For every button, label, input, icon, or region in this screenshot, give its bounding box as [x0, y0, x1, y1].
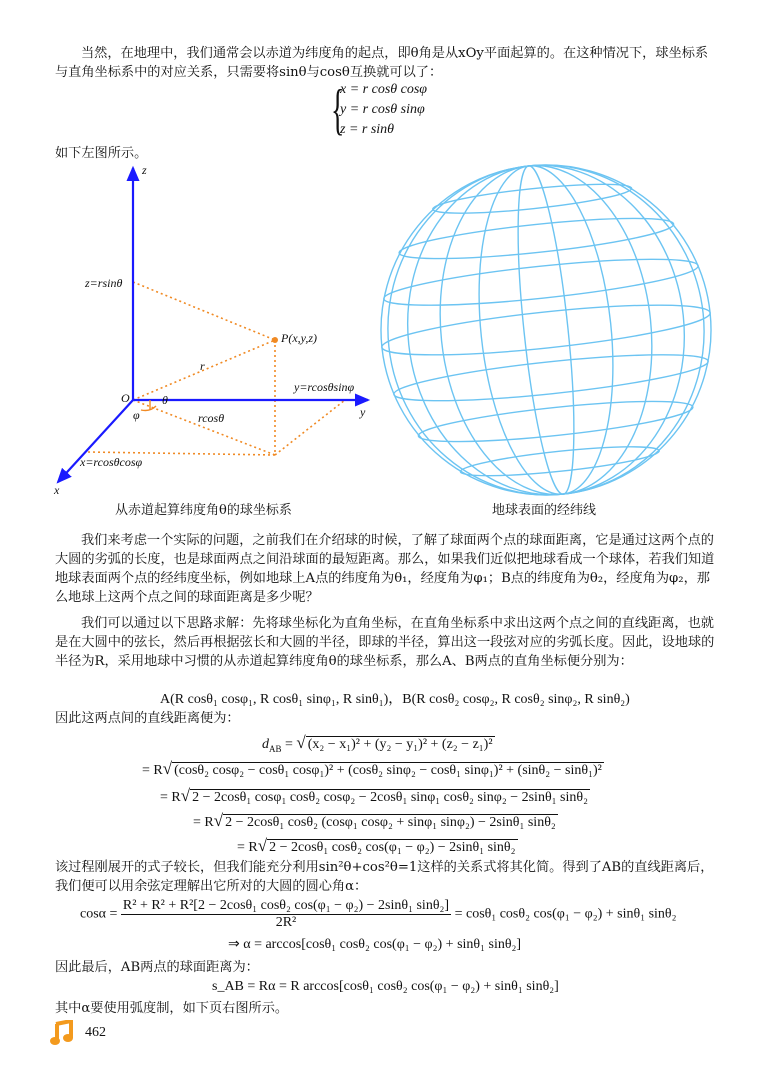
fraction-numerator: R² + R² + R²[2 − 2cosθ₁ cosθ₂ cos(φ₁ − φ₂) − 2sinθ₁ sinθ₂] [122, 898, 450, 913]
paragraph-simplify: 该过程刚展开的式子较长，但我们能充分利用sin²θ+cos²θ=1这样的关系式将其化简。得到了AB的直线距离后，我们便可以用余弦定理解出它所对的大圆的圆心角α： [55, 860, 714, 894]
paragraph-figure-ref: 如下左图所示。 [55, 146, 148, 161]
fraction [121, 898, 451, 931]
sqrt-content-1: (x₂ − x₁)² + (y₂ − y₁)² + (z₂ − z₁)² [307, 737, 493, 752]
equals-r: = R [160, 790, 181, 805]
equation-d-line1: $d_{AB}$ = √ (x₂ − x₁)² + (y₂ − y₁)² + (z₂ − z₁)² [262, 733, 493, 754]
dotted-y-projection [275, 400, 345, 455]
eq-y: y = r cosθ sinφ [340, 102, 425, 117]
d-subscript: AB [269, 743, 282, 754]
equation-d-line3: = R√ 2 − 2cosθ₁ cosφ₁ cosθ₂ cosφ₂ − 2cosθ₁ sinφ₁ cosθ₂ sinφ₂ − 2sinθ₁ sinθ₂ [160, 786, 588, 805]
paragraph-approach: 我们可以通过以下思路求解：先将球坐标化为直角坐标，在直角坐标系中求出这两个点之间的直线距离，也就是在大圆中的弦长，然后再根据弦长和大圆的半径，即球的半径，算出这一段弦对应的劣弧长度。因此，设地球的半径为R，采用地球中习惯的从赤道起算纬度角θ的球坐标系，那么A、B两点的直角坐标便分别为： [55, 616, 715, 669]
cos-alpha-rhs: = cosθ₁ cosθ₂ cos(φ₁ − φ₂) + sinθ₁ sinθ₂ [454, 906, 677, 922]
d-symbol: d [262, 737, 269, 752]
paragraph-problem: 我们来考虑一个实际的问题，之前我们在介绍球的时候，了解了球面两个点的球面距离，它是通过这两个点的大圆的劣弧的长度，也是球面两点之间沿球面的最短距离。那么，如果我们近似把地球看成一个球体，若我们知道地球表面两个点的经纬度坐标，例如地球上A点的纬度角为θ₁，经度角为φ₁；B点的纬度角为θ₂，经度角为φ₂，那么地球上这两个点之间的球面距离是多少呢？ [55, 533, 715, 605]
equation-d-line4: = R√ 2 − 2cosθ₁ cosθ₂ (cosφ₁ cosφ₂ + sinφ₁ sinφ₂) − 2sinθ₁ sinθ₂ [193, 811, 556, 830]
equals-r: = R [142, 763, 163, 778]
paragraph-radian-note: 其中α要使用弧度制，如下页右图所示。 [55, 1001, 289, 1016]
label-r: r [200, 359, 205, 373]
equation-alpha: ⇒ α = arccos[cosθ₁ cosθ₂ cos(φ₁ − φ₂) + sinθ₁ sinθ₂] [228, 937, 522, 952]
paragraph-intro: 当然，在地理中，我们通常会以赤道为纬度角的起点，即θ角是从xOy平面起算的。在这种情况下，球坐标系与直角坐标系中的对应关系，只需要将sinθ与cosθ互换就可以了： [55, 46, 709, 80]
label-phi: φ [133, 408, 140, 422]
equation-d-line5: = R√ 2 − 2cosθ₁ cosθ₂ cos(φ₁ − φ₂) − 2sinθ₁ sinθ₂ [237, 836, 516, 855]
point-p [272, 337, 278, 343]
eq-z: z = r sinθ [340, 122, 395, 137]
brace: { [331, 79, 345, 141]
label-axis-y: y [360, 405, 366, 419]
eq-x: x = r cosθ cosφ [340, 82, 428, 97]
paragraph-distance: 因此这两点间的直线距离便为： [55, 711, 240, 726]
equation-points: A(R cosθ₁ cosφ₁, R cosθ₁ sinφ₁, R sinθ₁)，B(R cosθ₂ cosφ₂, R cosθ₂ sinφ₂, R sinθ₂) [160, 692, 630, 707]
globe-graticule [365, 160, 728, 500]
figures [0, 160, 771, 500]
spherical-coordinate-diagram [53, 163, 368, 497]
label-origin: O [121, 391, 130, 405]
cos-alpha-lhs: cosα = [80, 906, 118, 922]
paragraph-final: 因此最后，AB两点的球面距离为： [55, 960, 259, 975]
label-axis-x: x [54, 483, 60, 497]
sqrt-content-4: 2 − 2cosθ₁ cosθ₂ (cosφ₁ cosφ₂ + sinφ₁ sinφ₂) − 2sinθ₁ sinθ₂ [225, 815, 556, 830]
label-z-value: z=rsinθ [85, 276, 123, 290]
label-y-value: y=rcosθsinφ [294, 380, 355, 394]
sqrt-content-2: (cosθ₂ cosφ₂ − cosθ₁ cosφ₁)² + (cosθ₂ sinφ₂ − cosθ₁ sinφ₁)² + (sinθ₂ − sinθ₁)² [174, 763, 602, 778]
equation-d-line2: = R√ (cosθ₂ cosφ₂ − cosθ₁ cosφ₁)² + (cosθ₂ sinφ₂ − cosθ₁ sinφ₁)² + (sinθ₂ − sinθ₁)² [142, 759, 602, 778]
equals-r: = R [237, 840, 258, 855]
page-number: 462 [85, 1025, 106, 1040]
caption-left-figure: 从赤道起算纬度角θ的球坐标系 [115, 503, 292, 518]
label-x-value: x=rcosθcosφ [80, 455, 143, 469]
x-axis [58, 400, 133, 482]
label-rcos: rcosθ [198, 411, 225, 425]
music-note-icon [50, 1020, 74, 1046]
label-theta: θ [162, 393, 168, 407]
sqrt-content-3: 2 − 2cosθ₁ cosφ₁ cosθ₂ cosφ₂ − 2cosθ₁ sinφ₁ cosθ₂ sinφ₂ − 2sinθ₁ sinθ₂ [192, 790, 588, 805]
equals-r: = R [193, 815, 214, 830]
label-point-p: P(x,y,z) [281, 331, 317, 345]
label-axis-z: z [142, 163, 147, 177]
equation-system [340, 80, 427, 140]
sqrt-content-5: 2 − 2cosθ₁ cosθ₂ cos(φ₁ − φ₂) − 2sinθ₁ sinθ₂ [269, 840, 516, 855]
equation-spherical-distance: s_AB = Rα = R arccos[cosθ₁ cosθ₂ cos(φ₁ − φ₂) + sinθ₁ sinθ₂] [212, 979, 559, 994]
equation-cos-alpha [80, 898, 677, 931]
fraction-denominator: 2R² [275, 915, 297, 930]
dotted-z-projection [133, 282, 275, 340]
caption-right-figure: 地球表面的经纬线 [492, 503, 597, 518]
